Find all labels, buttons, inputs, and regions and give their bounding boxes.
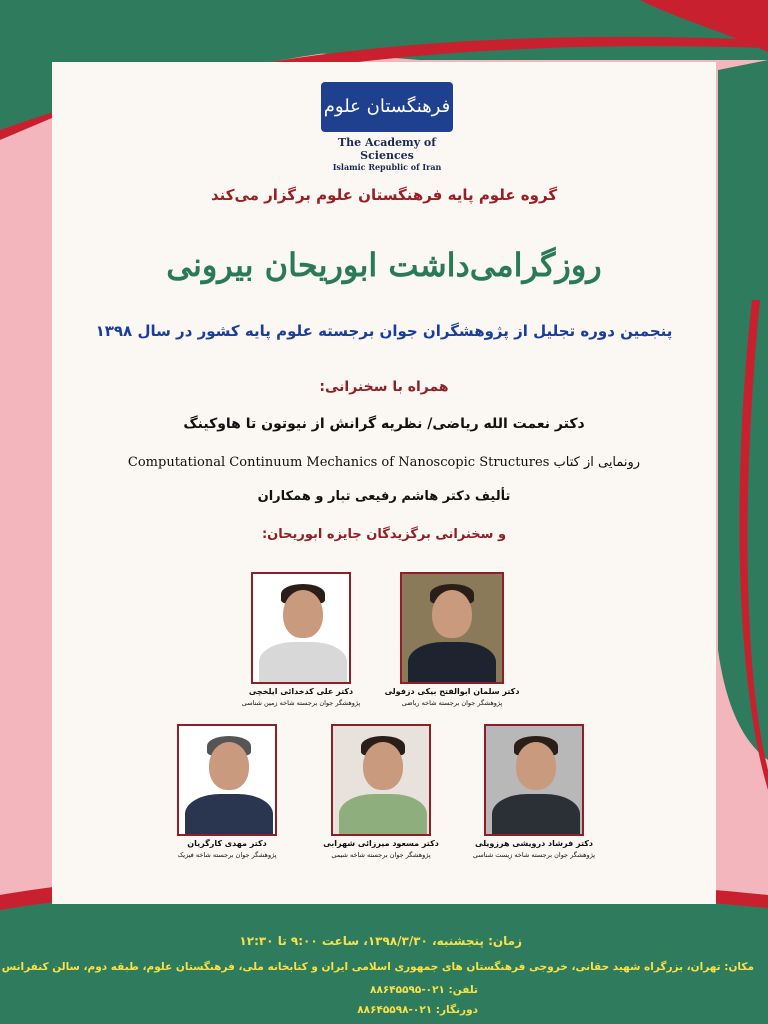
person-name: دکتر مهدی کارگریان [187,839,267,848]
person-name: دکتر فرشاد درویشی هرزویلی [475,839,593,848]
person-name: دکتر مسعود میرزائی شهرابی [323,839,439,848]
event-fax: دورنگار: ۰۲۱-۸۸۶۴۵۵۹۸ [357,1004,478,1016]
logo-emblem [321,82,453,132]
person-card [231,572,371,707]
event-time: زمان: پنجشنبه، ۱۳۹۸/۳/۳۰، ساعت ۹:۰۰ تا ۱۲:۳۰ [239,934,522,948]
person-photo [484,724,584,836]
person-name: دکتر علی کدخدائی ایلخچی [248,687,354,696]
book-authors: تألیف دکتر هاشم رفیعی تبار و همکاران [257,489,511,504]
person-role: پژوهشگر جوان برجسته شاخه شیمی [331,851,431,859]
person-role: پژوهشگر جوان برجسته شاخه فیزیک [177,851,277,859]
event-phone: تلفن: ۰۲۱-۸۸۶۴۵۵۹۵ [370,984,478,996]
main-lecture: دکتر نعمت الله ریاضی/ نظریه گرانش از نیوتون تا هاوکینگ [183,416,585,432]
person-photo [177,724,277,836]
person-name: دکتر سلمان ابوالفتح بیکی دزفولی [384,687,520,696]
person-card [157,724,297,859]
person-role: پژوهشگر جوان برجسته شاخه زیست شناسی [472,851,596,859]
event-location: مکان: تهران، بزرگراه شهید حقانی، خروجی فرهنگستان های جمهوری اسلامی ایران و کتابخانه ملی، فرهنگستان علوم، طبقه دوم، سالن کنفرانس [1,961,754,973]
book-title: Computational Continuum Mechanics of Nanoscopic Structures [127,455,550,470]
person-photo [331,724,431,836]
winners-heading: و سخنرانی برگزیدگان جایزه ابوریحان: [261,527,507,542]
book-prefix: رونمایی از کتاب [553,455,641,470]
person-card [311,724,451,859]
person-role: پژوهشگر جوان برجسته شاخه ریاضی [401,699,503,707]
logo-english-line2: Islamic Republic of Iran [332,162,442,172]
logo-farsi-text: فرهنگستان علوم [323,96,451,117]
person-photo [251,572,351,684]
organizer-line: گروه علوم پایه فرهنگستان علوم برگزار می‌کند [210,186,558,204]
person-photo [400,572,504,684]
book-unveiling [60,455,708,470]
person-card [382,572,522,707]
event-subtitle: پنجمین دوره تجلیل از پژوهشگران جوان برجسته علوم پایه کشور در سال ۱۳۹۸ [95,322,673,340]
person-role: پژوهشگر جوان برجسته شاخه زمین شناسی [241,699,361,707]
with-lecture-heading: همراه با سخنرانی: [319,379,449,395]
person-card [464,724,604,859]
academy-logo [317,82,457,170]
event-title: روزگرامی‌داشت ابوریحان بیرونی [166,246,602,284]
logo-english-line1: The Academy of Sciences [338,136,436,162]
